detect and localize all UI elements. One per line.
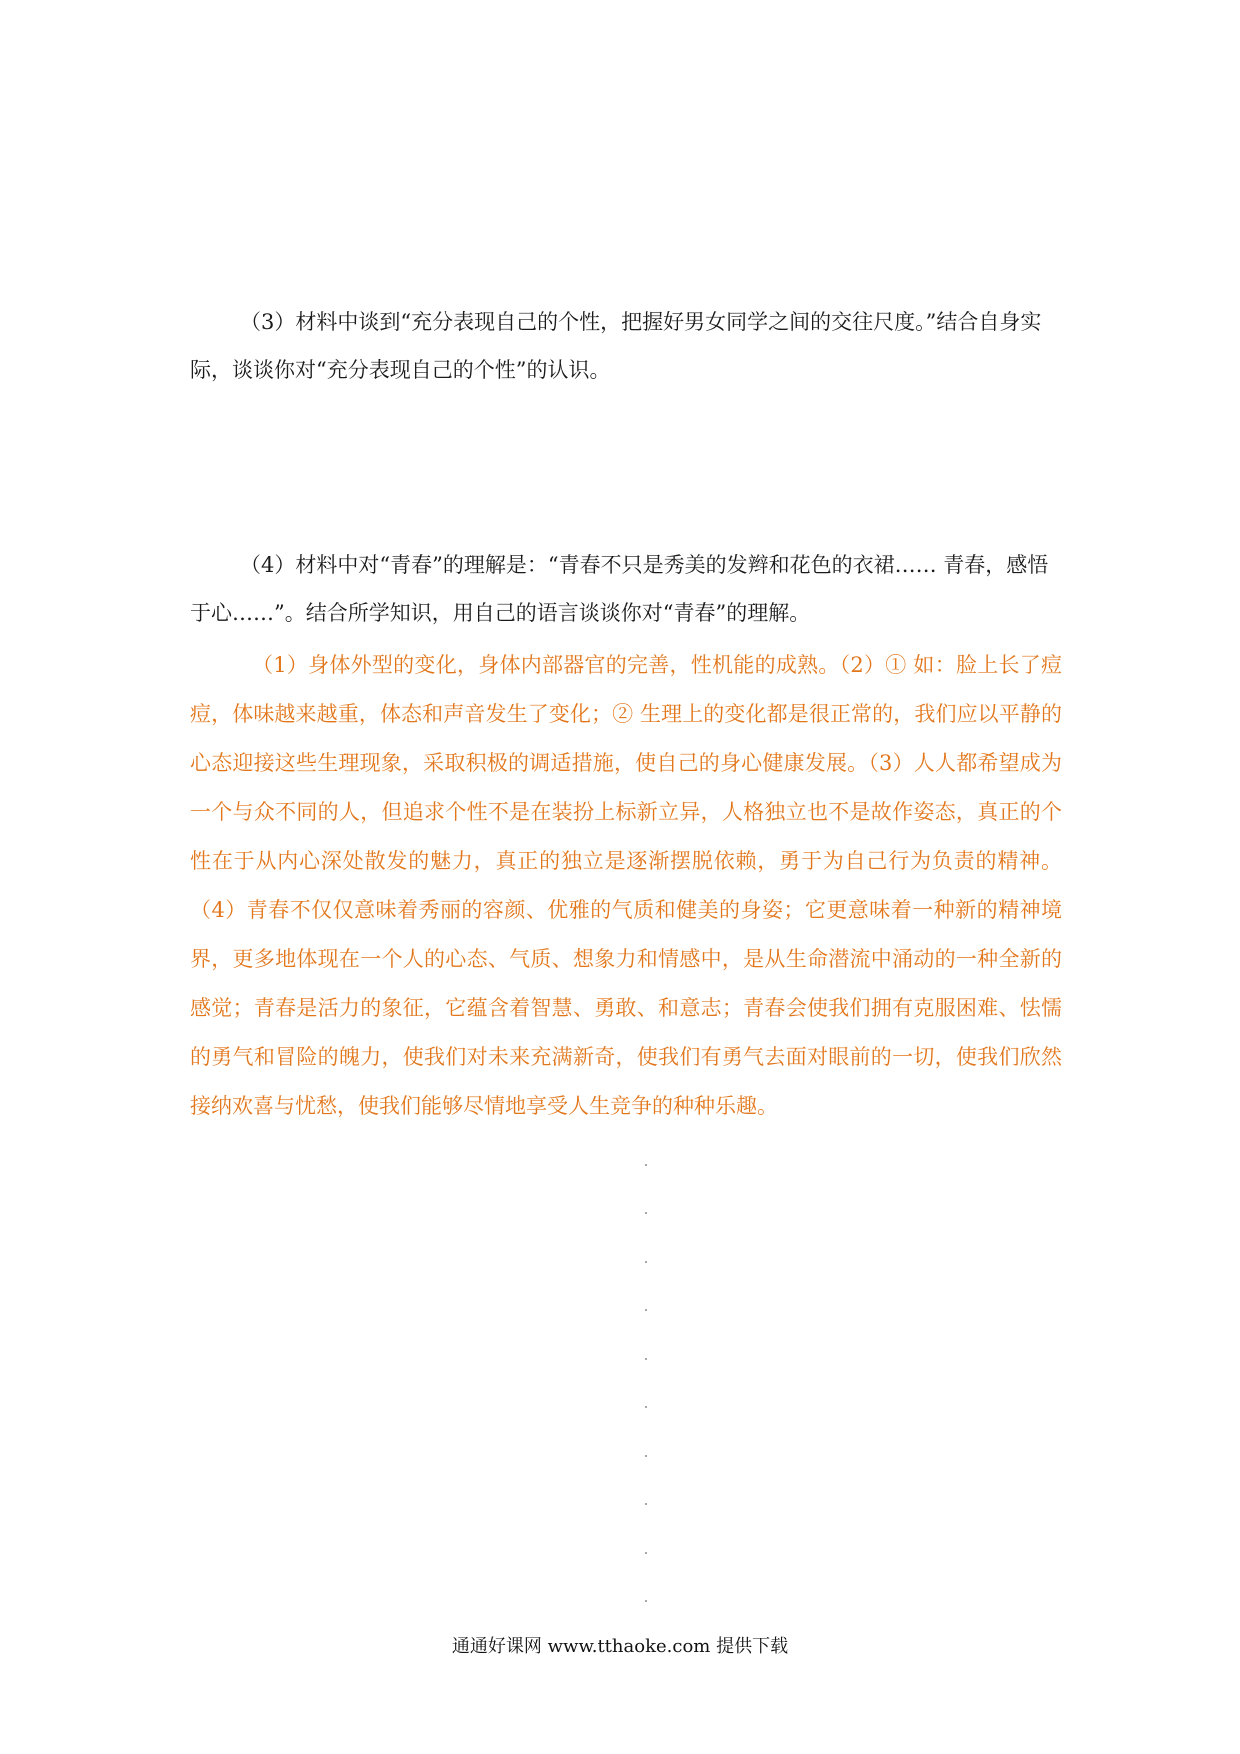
separator-dot: [645, 1309, 647, 1311]
question-3: （3）材料中谈到“充分表现自己的个性，把握好男女同学之间的交往尺度。”结合自身实际，谈谈你对“充分表现自己的个性”的认识。: [190, 310, 1042, 382]
separator-dot: [645, 1455, 647, 1457]
separator-dot: [645, 1164, 647, 1166]
question-4: （4）材料中对“青春”的理解是：“青春不只是秀美的发辫和花色的衣裙…… 青春，感悟于心……”。结合所学知识，用自己的语言谈谈你对“青春”的理解。: [190, 553, 1049, 625]
separator-dot: [645, 1261, 647, 1263]
separator-dot: [645, 1406, 647, 1408]
separator-dot: [645, 1358, 647, 1360]
separator-dot: [645, 1552, 647, 1554]
separator-dot: [645, 1503, 647, 1505]
answer-text: （1）身体外型的变化，身体内部器官的完善，性机能的成熟。（2）① 如：脸上长了痘痘，体味越来越重，体态和声音发生了变化；② 生理上的变化都是很正常的，我们应以平静的心态迎接这些生理现象，采取积极的调适措施，使自己的身心健康发展。（3）人人都希望成为一个与众不同的人，但追求个性不是在装扮上标新立异，人格独立也不是故作姿态，真正的个性在于从内心深处散发的魅力，真正的独立是逐渐摆脱依赖，勇于为自己行为负责的精神。（4）青春不仅仅意味着秀丽的容颜、优雅的气质和健美的身姿；它更意味着一种新的精神境界，更多地体现在一个人的心态、气质、想象力和情感中，是从生命潜流中涌动的一种全新的感觉；青春是活力的象征，它蕴含着智慧、勇敢、和意志；青春会使我们拥有克服困难、怯懦的勇气和冒险的魄力，使我们对未来充满新奇，使我们有勇气去面对眼前的一切，使我们欣然接纳欢喜与忧愁，使我们能够尽情地享受人生竞争的种种乐趣。: [190, 653, 1062, 1118]
separator-dot: [645, 1212, 647, 1214]
separator-dot: [645, 1600, 647, 1602]
page-footer: 通通好课网 www.tthaoke.com 提供下载: [451, 1636, 789, 1657]
